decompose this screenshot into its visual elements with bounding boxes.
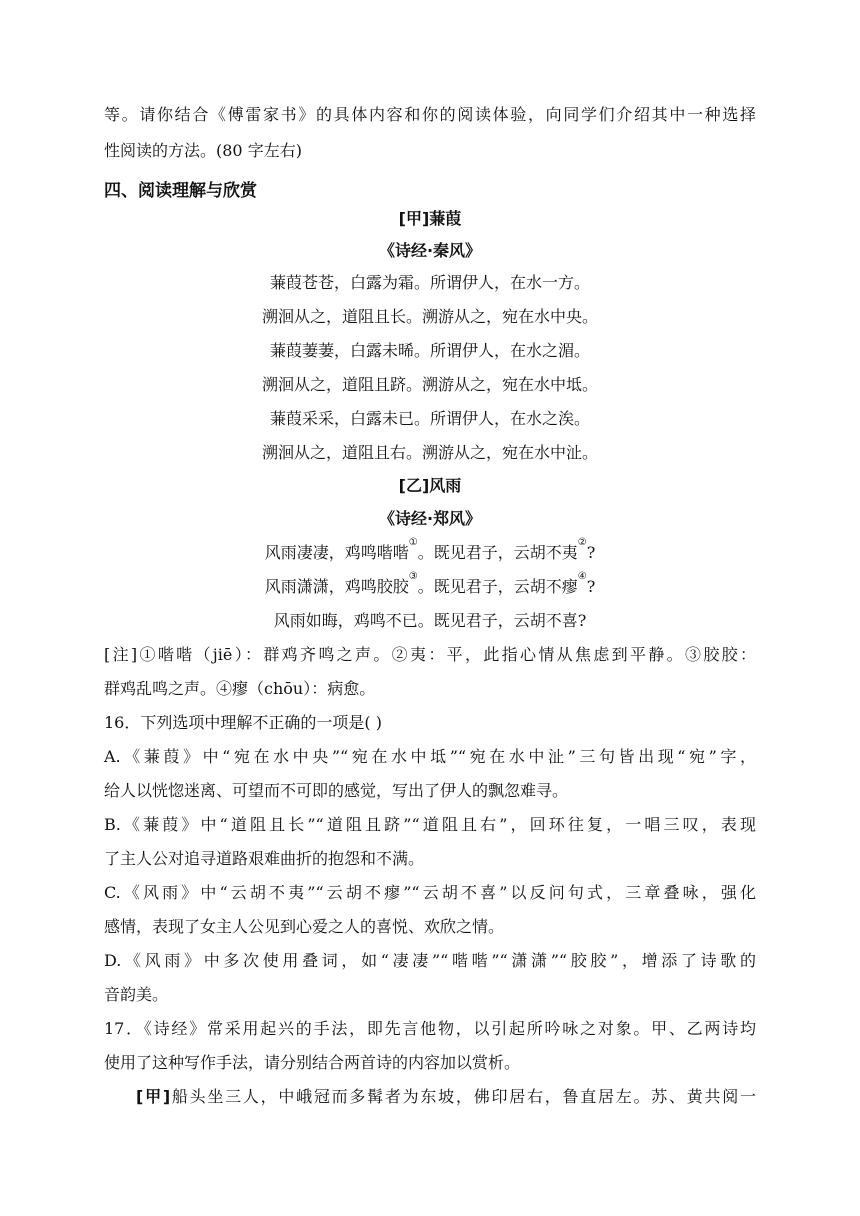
- footnote-mark: ③: [408, 571, 418, 582]
- footnote-mark: ①: [408, 537, 418, 548]
- poem-yi-line: 风雨潇潇，鸡鸣胶胶③。既见君子，云胡不瘳④?: [264, 571, 596, 596]
- footnote-mark: ②: [577, 537, 587, 548]
- poem-jia-line: 蒹葭苍苍，白露为霜。所谓伊人，在水一方。: [269, 273, 590, 292]
- poem-jia-source: 《诗经·秦风》: [378, 241, 482, 260]
- option-b-line-1: B.《蒹葭》中“道阻且长”“道阻且跻”“道阻且右”，回环往复，一唱三叹，表现: [104, 815, 756, 834]
- intro-line-2: 性阅读的方法。(80 字左右): [104, 141, 302, 160]
- passage-text: 船头坐三人，中峨冠而多髯者为东坡，佛印居右，鲁直居左。苏、黄共阅一: [170, 1087, 756, 1106]
- option-c-line-1: C.《风雨》中“云胡不夷”“云胡不瘳”“云胡不喜”以反问句式，三章叠咏，强化: [104, 883, 756, 902]
- option-c-line-2: 感情，表现了女主人公见到心爱之人的喜悦、欢欣之情。: [104, 917, 505, 936]
- poem-jia-line: 蒹葭萋萋，白露未晞。所谓伊人，在水之湄。: [269, 341, 590, 360]
- poem-jia-label: [甲]蒹葭: [398, 209, 462, 228]
- footnote-mark: ④: [577, 571, 587, 582]
- notes-line-1: [注]①喈喈（jiē）：群鸡齐鸣之声。②夷：平，此指心情从焦虑到平静。③胶胶：: [104, 645, 756, 664]
- poem-jia-line: 溯洄从之，道阻且长。溯游从之，宛在水中央。: [261, 307, 598, 326]
- poem-yi-line: 风雨凄凄，鸡鸣喈喈①。既见君子，云胡不夷②?: [264, 537, 596, 562]
- option-d-line-2: 音韵美。: [104, 985, 169, 1004]
- poem-yi-label: [乙]风雨: [398, 476, 462, 495]
- poem-jia-line: 溯洄从之，道阻且右。溯游从之，宛在水中沚。: [261, 443, 598, 462]
- option-b-line-2: 了主人公对追寻道路艰难曲折的抱怨和不满。: [104, 849, 425, 868]
- question-17-line-2: 使用了这种写作手法，请分别结合两首诗的内容加以赏析。: [104, 1053, 521, 1072]
- intro-line-1: 等。请你结合《傅雷家书》的具体内容和你的阅读体验，向同学们介绍其中一种选择: [104, 105, 756, 124]
- option-d-line-1: D.《风雨》中多次使用叠词，如“凄凄”“喈喈”“潇潇”“胶胶”，增添了诗歌的: [104, 951, 756, 970]
- notes-line-2: 群鸡乱鸣之声。④瘳（chōu）：病愈。: [104, 679, 376, 698]
- poem-yi-source: 《诗经·郑风》: [378, 509, 482, 528]
- poem-yi-line: 风雨如晦，鸡鸣不已。既见君子，云胡不喜?: [273, 611, 587, 630]
- question-17-line-1: 17．《诗经》常采用起兴的手法，即先言他物，以引起所吟咏之对象。甲、乙两诗均: [104, 1019, 756, 1038]
- passage-label: [甲]: [136, 1087, 171, 1106]
- poem-jia-line: 蒹葭采采，白露未已。所谓伊人，在水之涘。: [269, 409, 590, 428]
- passage-line: [136, 1084, 756, 1107]
- poem-jia-line: 溯洄从之，道阻且跻。溯游从之，宛在水中坻。: [261, 375, 598, 394]
- section-heading: 四、阅读理解与欣赏: [104, 181, 257, 201]
- option-a-line-2: 给人以恍惚迷离、可望而不可即的感觉，写出了伊人的飘忽难寻。: [104, 781, 569, 800]
- option-a-line-1: A.《蒹葭》中“宛在水中央”“宛在水中坻”“宛在水中沚”三句皆出现“宛”字，: [104, 747, 756, 766]
- question-16-stem: 16．下列选项中理解不正确的一项是( ): [104, 713, 382, 732]
